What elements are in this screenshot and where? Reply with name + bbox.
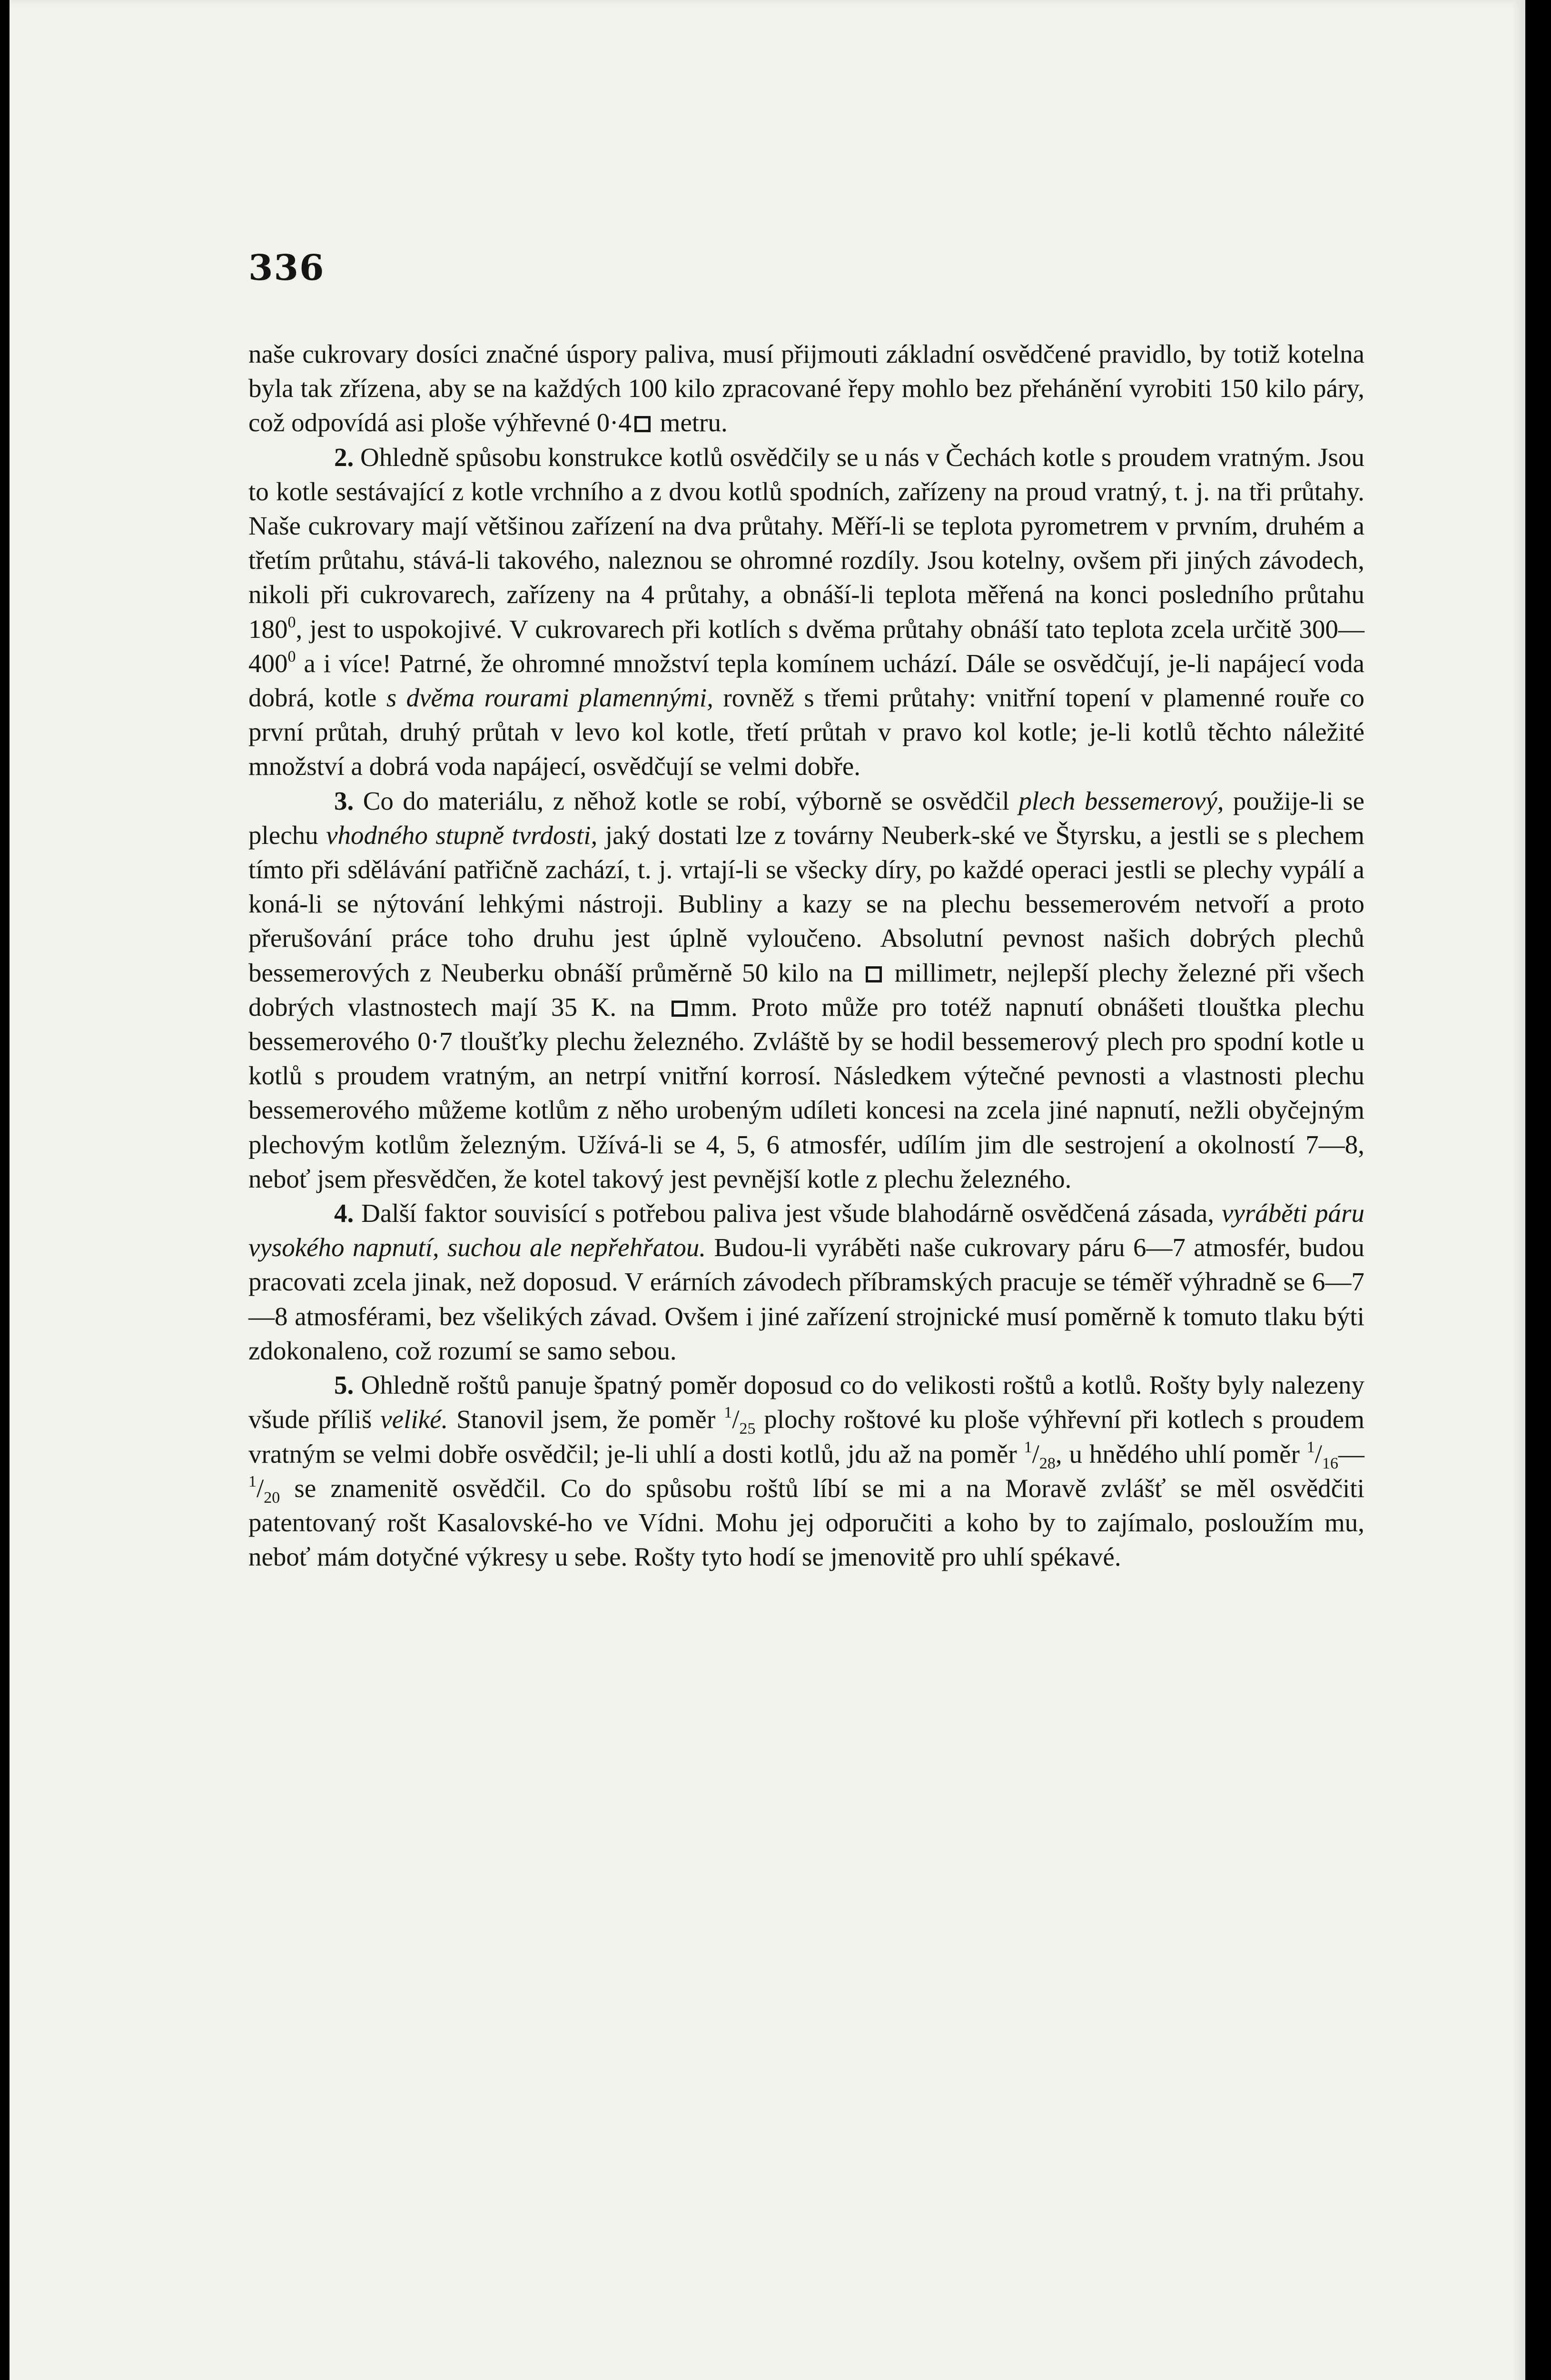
paragraph-2-number: 2. <box>334 442 354 472</box>
square-symbol-icon <box>634 416 651 432</box>
italic-emphasis: vyráběti páru vysokého napnutí, suchou ale nepřehřatou. <box>248 1199 1364 1262</box>
paragraph-5: 5. Ohledně roštů panuje špatný poměr doposud co do velikosti roštů a kotlů. Rošty byly nalezeny všude příliš veliké. Stanovil jsem, že poměr $^1/_{25}$ plochy roštové ku ploše výhřevní při kotlech s proudem vratným se velmi dobře osvědčil; je-li uhlí a dosti kotlů, jdu až na poměr $^1/_{28}$, u hnědého uhlí poměr $^1/_{16}—^1/_{20}$ se znamenitě osvědčil. Co do spůsobu roštů líbí se mi a na Moravě zvlášť se měl osvědčiti patentovaný rošt Kasalovské-ho ve Vídni. Mohu jej odporučiti a koho by to zajímalo, posloužím mu, neboť mám dotyčné výkresy u sebe. Rošty tyto hodí se jmenovitě pro uhlí spékavé. <box>248 1370 1365 1572</box>
body-text <box>248 337 1364 1574</box>
square-symbol-icon <box>866 966 882 982</box>
paragraph-2: 2. Ohledně spůsobu konstrukce kotlů osvědčily se u nás v Čechách kotle s proudem vratným. Jsou to kotle sestávající z kotle vrchního a z dvou kotlů spodních, zařízeny na proud vratný, t. j. na tři průtahy. Naše cukrovary mají většinou zařízení na dva průtahy. Měří-li se teplota pyrometrem v prvním, druhém a třetím průtahu, stává-li takového, naleznou se ohromné rozdíly. Jsou kotelny, ovšem při jiných závodech, nikoli při cukrovarech, zařízeny na 4 průtahy, a obnáší-li teplota měřená na konci posledního průtahu $180^0$, jest to uspokojivé. V cukrovarech při kotlích s dvěma průtahy obnáší tato teplota zcela určitě $300—400^0$ a i více! Patrné, že ohromné množství tepla komínem uchází. Dále se osvědčují, je-li napájecí voda dobrá, kotle s dvěma rourami plamennými, rovněž s třemi průtahy: vnitřní topení v plamenné rouře co první průtah, druhý průtah v levo kol kotle, třetí průtah v pravo kol kotle; je-li kotlů těchto náležité množství a dobrá voda napájecí, osvědčují se velmi dobře. <box>248 442 1365 781</box>
page-number: 336 <box>248 248 325 288</box>
paragraph-3-number: 3. <box>334 786 354 815</box>
fraction-denominator: 28 <box>1039 1454 1056 1472</box>
paragraph-3: 3. Co do materiálu, z něhož kotle se robí, výborně se osvědčil plech bessemerový, použije-li se plechu vhodného stupně tvrdosti, jaký dostati lze z továrny Neuberk-ské ve Štyrsku, a jestli se s plechem tímto při sdělávání patřičně zachází, t. j. vrtají-li se všecky díry, po každé operaci jestli se plechy vypálí a koná-li se nýtování lehkými nástroji. Bubliny a kazy se na plechu bessemerovém netvoří a proto přerušování práce toho druhu jest úplně vyloučeno. Absolutní pevnost našich dobrých plechů bessemerových z Neuberku obnáší průměrně 50 kilo na millimetr, nejlepší plechy železné při všech dobrých vlastnostech mají 35 K. na mm. Proto může pro totéž napnutí obnášeti tlouštka plechu bessemerového 0·7 tloušťky plechu železného. Zvláště by se hodil bessemerový plech pro spodní kotle u kotlů s proudem vratným, an netrpí vnitřní korrosí. Následkem výtečné pevnosti a vlastnosti plechu bessemerového můžeme kotlům z něho urobeným udíleti koncesi na zcela jiné napnutí, nežli obyčejným plechovým kotlům železným. Užívá-li se 4, 5, 6 atmosfér, udílím jim dle sestrojení a okolností 7—8, neboť jsem přesvědčen, že kotel takový jest pevnější kotle z plechu železného. <box>248 786 1365 1193</box>
italic-emphasis: vhodného stupně tvrdosti, <box>326 820 598 850</box>
fraction-denominator: 25 <box>739 1420 756 1438</box>
fraction-numerator: 1 <box>1306 1438 1315 1456</box>
paragraph-1-tail: metru. <box>653 408 728 437</box>
paragraph-4-number: 4. <box>334 1199 354 1228</box>
italic-emphasis: veliké. <box>380 1405 448 1434</box>
italic-emphasis: plech bessemerový, <box>1018 786 1224 815</box>
paragraph-1 <box>248 337 1364 440</box>
fraction-denominator: 16 <box>1322 1454 1338 1472</box>
scan-edge <box>1525 0 1551 2380</box>
degree-sign: 0 <box>287 613 296 631</box>
book-page <box>10 0 1525 2380</box>
paragraph-1-text: naše cukrovary dosíci značné úspory paliva, musí přijmouti základní osvědčené pravidlo, by totiž kotelna byla tak zřízena, aby se na každých 100 kilo zpracované řepy mohlo bez přehánění vyrobiti 150 kilo páry, což odpovídá asi ploše výhřevné 0·4 <box>248 339 1364 437</box>
paragraph-4: 4. Další faktor souvisící s potřebou paliva jest všude blahodárně osvědčená zásada, vyráběti páru vysokého napnutí, suchou ale nepřehřatou. Budou-li vyráběti naše cukrovary páru 6—7 atmosfér, budou pracovati zcela jinak, než doposud. V erárních závodech příbramských pracuje se téměř výhradně se 6—7—8 atmosférami, bez všelikých závad. Ovšem i jiné zařízení strojnické musí poměrně k tomuto tlaku býti zdokonaleno, což rozumí se samo sebou. <box>248 1199 1364 1365</box>
italic-emphasis: s dvěma rourami plamennými, <box>386 683 713 713</box>
paragraph-5-number: 5. <box>334 1370 354 1400</box>
fraction-numerator: 1 <box>724 1404 732 1422</box>
degree-sign: 0 <box>287 647 296 665</box>
fraction-denominator: 20 <box>264 1488 280 1507</box>
fraction-numerator: 1 <box>248 1472 257 1490</box>
square-symbol-icon <box>672 1001 688 1017</box>
fraction-numerator: 1 <box>1024 1438 1032 1456</box>
